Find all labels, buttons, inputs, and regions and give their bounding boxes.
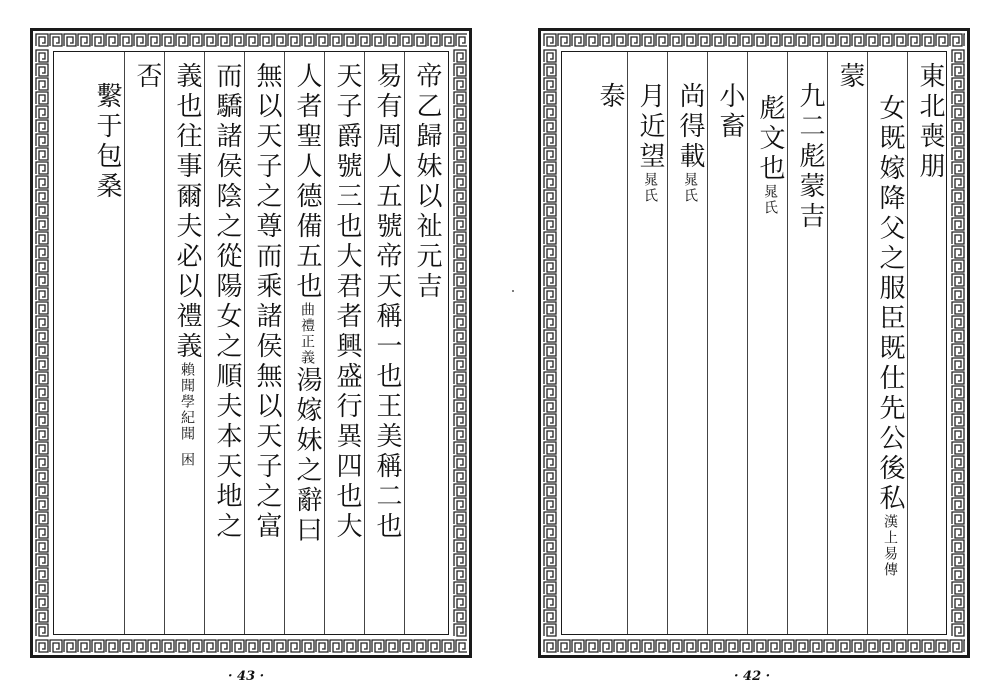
text-column — [635, 82, 665, 204]
page-43 — [0, 0, 478, 698]
annotation-note: 漢上易傳 — [882, 514, 898, 578]
fret-border-left — [35, 49, 49, 637]
hexagram-title: 泰 — [595, 82, 625, 112]
column-text: 湯嫁妹之辭曰 — [292, 366, 322, 546]
fret-border-top — [35, 33, 467, 47]
column-text: 月近望 — [635, 82, 665, 172]
column-text: 義也往事爾夫必以禮義 — [172, 62, 202, 362]
text-column — [292, 62, 322, 546]
column-text: 女既嫁降父之服臣既仕先公後私 — [875, 94, 905, 514]
fret-border-right — [951, 49, 965, 637]
hexagram-title: 蒙 — [835, 62, 865, 92]
page-number: · 42 · — [734, 669, 771, 684]
text-column: 東北喪朋 — [915, 62, 945, 182]
annotation-note: 晁氏 — [642, 172, 658, 204]
text-column — [755, 94, 785, 216]
text-column — [675, 82, 705, 204]
annotation-note: 賴聞學紀聞 — [179, 362, 195, 442]
page-42 — [520, 0, 990, 698]
annotation-note: 晁氏 — [762, 184, 778, 216]
fret-border-right — [453, 49, 467, 637]
scan-speck — [512, 290, 514, 292]
annotation-note: 晁氏 — [682, 172, 698, 204]
text-column — [875, 94, 905, 578]
column-text: 彪文也 — [755, 94, 785, 184]
page-border — [538, 28, 970, 658]
page-number: · 43 · — [228, 669, 265, 684]
text-area — [53, 51, 449, 635]
hexagram-title: 否 — [132, 62, 162, 92]
hexagram-title: 小畜 — [715, 82, 745, 142]
text-column: 易有周人五號帝天稱一也王美稱二也 — [372, 62, 402, 542]
fret-border-bottom — [543, 639, 965, 653]
text-column: 繫于包桑 — [92, 82, 122, 202]
fret-border-top — [543, 33, 965, 47]
text-column: 天子爵號三也大君者興盛行異四也大 — [332, 62, 362, 542]
text-area — [561, 51, 947, 635]
annotation-note: 困 — [179, 452, 195, 468]
annotation-note: 曲禮正義 — [299, 302, 315, 366]
page-border — [30, 28, 472, 658]
text-column: 九二彪蒙吉 — [795, 82, 825, 232]
text-column: 帝乙歸妹以祉元吉 — [412, 62, 442, 302]
fret-border-left — [543, 49, 557, 637]
column-text: 尚得載 — [675, 82, 705, 172]
text-column — [172, 62, 202, 468]
fret-border-bottom — [35, 639, 467, 653]
column-text: 人者聖人德備五也 — [292, 62, 322, 302]
text-column: 而驕諸侯陰之從陽女之順夫本天地之 — [212, 62, 242, 542]
text-column: 無以天子之尊而乘諸侯無以天子之富 — [252, 62, 282, 542]
